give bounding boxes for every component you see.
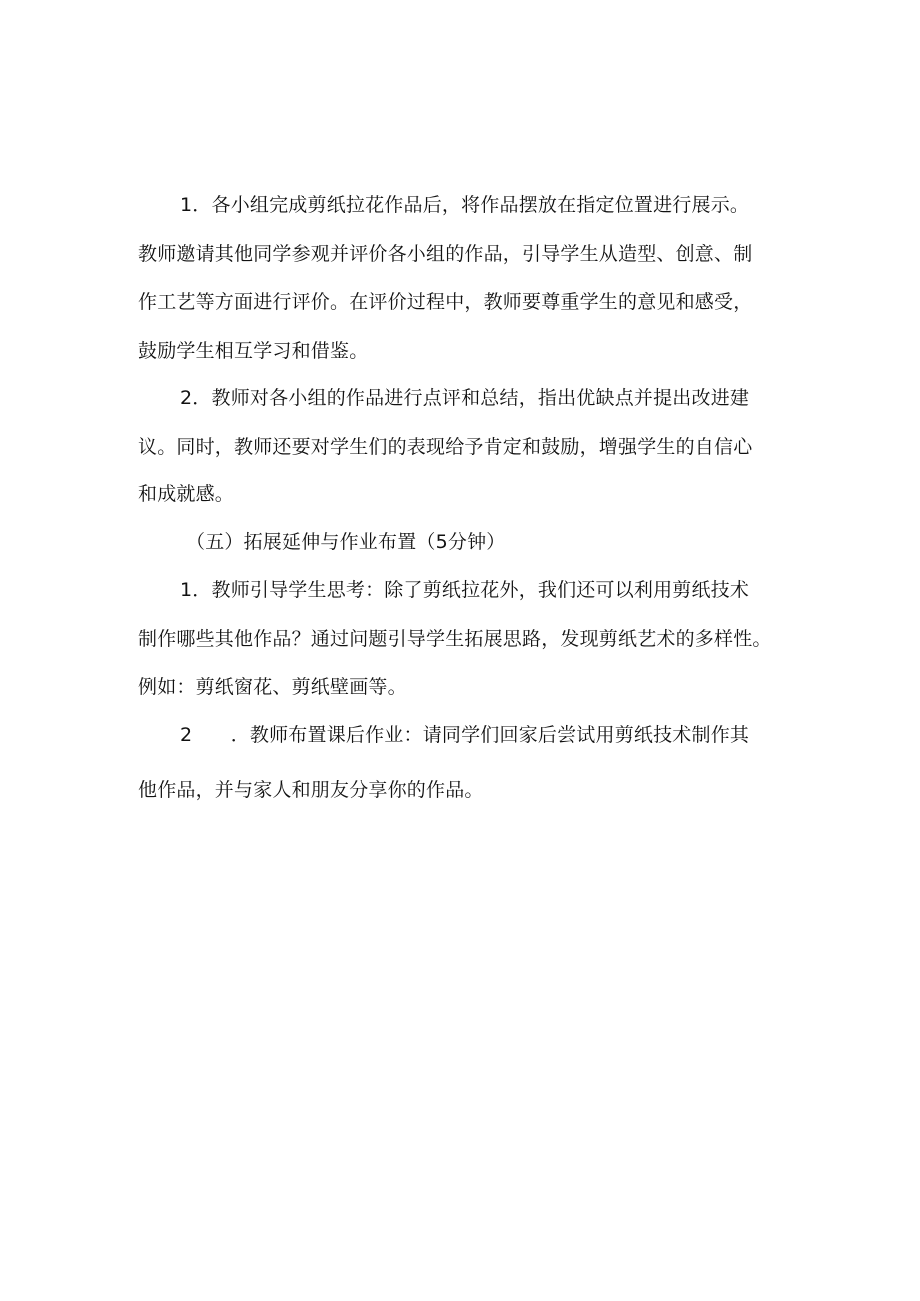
paragraph-1-line-4: 鼓励学生相互学习和借鉴。 [138,340,369,362]
paragraph-2-line-1: 2．教师对各小组的作品进行点评和总结，指出优缺点并提出改进建 [180,387,750,409]
paragraph-3-line-3: 例如：剪纸窗花、剪纸壁画等。 [138,676,407,698]
paragraph-4-line-2: 他作品，并与家人和朋友分享你的作品。 [138,779,484,801]
paragraph-1-line-3: 作工艺等方面进行评价。在评价过程中，教师要尊重学生的意见和感受， [138,291,753,313]
paragraph-4-line-1: 2 ．教师布置课后作业：请同学们回家后尝试用剪纸技术制作其 [180,724,750,746]
paragraph-1-line-2: 教师邀请其他同学参观并评价各小组的作品，引导学生从造型、创意、制 [138,243,753,265]
section-heading: （五）拓展延伸与作业布置（5分钟） [186,531,506,553]
paragraph-3-line-1: 1．教师引导学生思考：除了剪纸拉花外，我们还可以利用剪纸技术 [180,579,750,601]
paragraph-3-line-2: 制作哪些其他作品？通过问题引导学生拓展思路，发现剪纸艺术的多样性。 [138,628,772,650]
paragraph-2-line-2: 议。同时，教师还要对学生们的表现给予肯定和鼓励，增强学生的自信心 [138,436,753,458]
paragraph-2-line-3: 和成就感。 [138,483,235,505]
paragraph-1-line-1: 1．各小组完成剪纸拉花作品后，将作品摆放在指定位置进行展示。 [180,194,750,216]
